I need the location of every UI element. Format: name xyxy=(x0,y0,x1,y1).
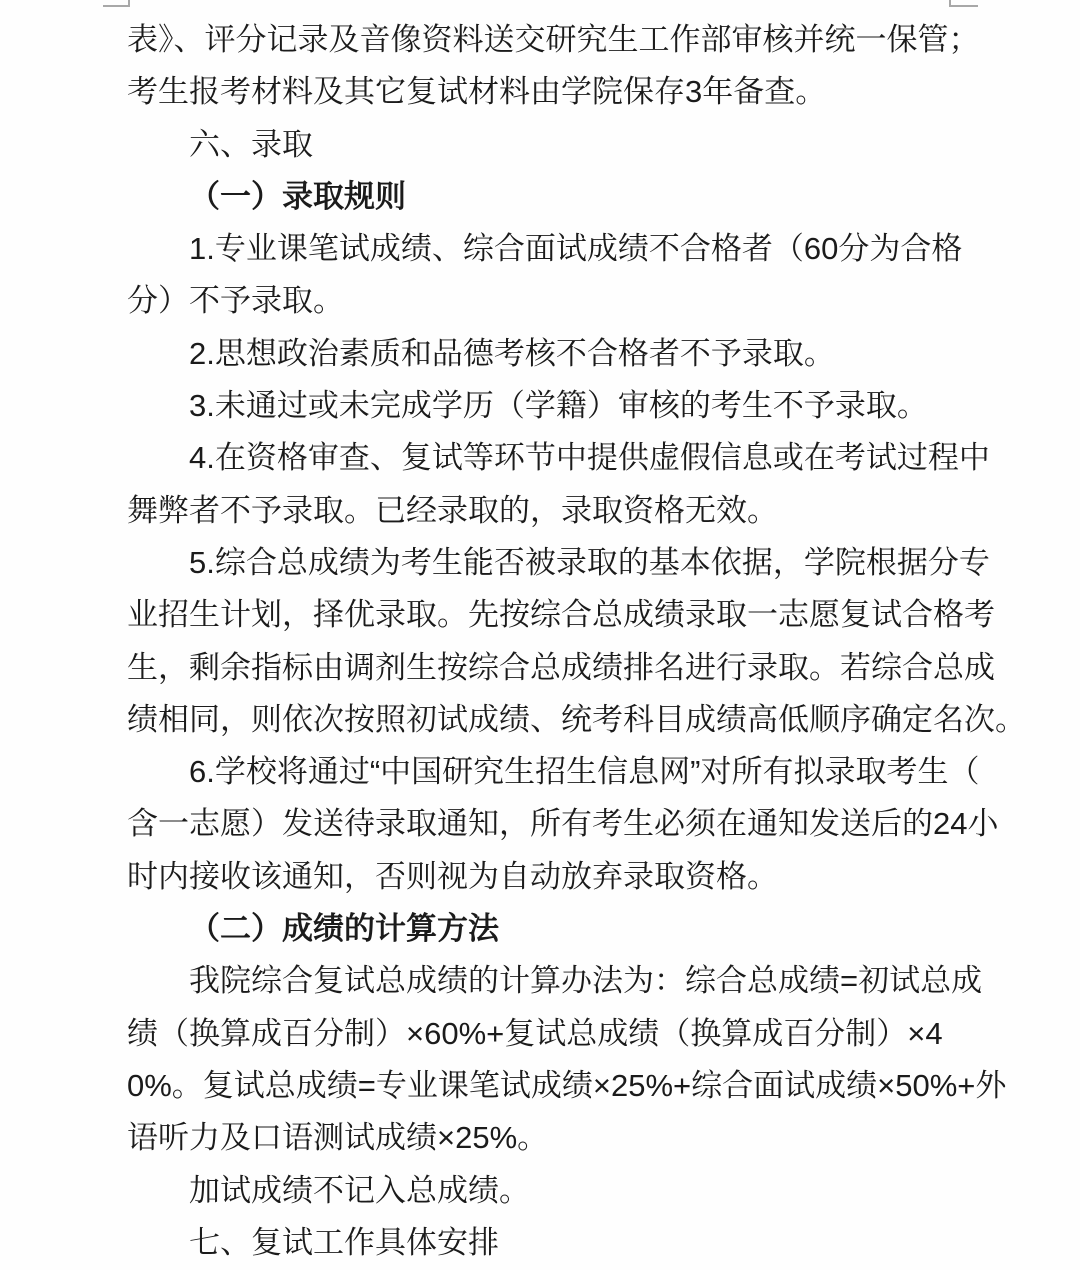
text-line: 含一志愿）发送待录取通知，所有考生必须在通知发送后的24小 xyxy=(127,806,999,842)
text-line: 3.未通过或未完成学历（学籍）审核的考生不予录取。 xyxy=(189,388,928,424)
text-line: 语听力及口语测试成绩×25%。 xyxy=(127,1120,549,1156)
text-line: 生，剩余指标由调剂生按综合总成绩排名进行录取。若综合总成 xyxy=(127,649,995,685)
text-line: 0%。复试总成绩=专业课笔试成绩×25%+综合面试成绩×50%+外 xyxy=(127,1067,1007,1103)
cropped-box-corner-left xyxy=(103,0,130,7)
text-line: 绩相同，则依次按照初试成绩、统考科目成绩高低顺序确定名次。 xyxy=(127,701,1026,737)
text-line: 我院综合复试总成绩的计算办法为：综合总成绩=初试总成 xyxy=(189,963,983,999)
text-line: 1.专业课笔试成绩、综合面试成绩不合格者（60分为合格 xyxy=(189,231,963,267)
text-line: 6.学校将通过“中国研究生招生信息网”对所有拟录取考生（ xyxy=(189,754,980,790)
text-line: 5.综合总成绩为考生能否被录取的基本依据，学院根据分专 xyxy=(189,544,990,580)
text-line: 2.思想政治素质和品德考核不合格者不予录取。 xyxy=(189,335,835,371)
text-line: （二）成绩的计算方法 xyxy=(189,911,499,947)
text-line: 4.在资格审查、复试等环节中提供虚假信息或在考试过程中 xyxy=(189,440,990,476)
text-line: 六、录取 xyxy=(189,126,313,162)
text-line: 表》、评分记录及音像资料送交研究生工作部审核并统一保管； xyxy=(127,22,980,57)
text-line: 业招生计划，择优录取。先按综合总成绩录取一志愿复试合格考 xyxy=(127,597,995,633)
cropped-box-corner-right xyxy=(949,0,978,7)
text-line: 考生报考材料及其它复试材料由学院保存3年备查。 xyxy=(127,74,827,110)
text-line: 七、复试工作具体安排 xyxy=(189,1224,499,1260)
text-line: 时内接收该通知，否则视为自动放弃录取资格。 xyxy=(127,858,778,894)
text-line: 加试成绩不记入总成绩。 xyxy=(189,1172,530,1208)
document-body xyxy=(127,14,1026,1269)
text-line: （一）录取规则 xyxy=(189,178,406,214)
text-line: 分）不予录取。 xyxy=(127,283,344,319)
text-line: 舞弊者不予录取。已经录取的，录取资格无效。 xyxy=(127,492,778,528)
text-line: 绩（换算成百分制）×60%+复试总成绩（换算成百分制）×4 xyxy=(127,1015,943,1051)
